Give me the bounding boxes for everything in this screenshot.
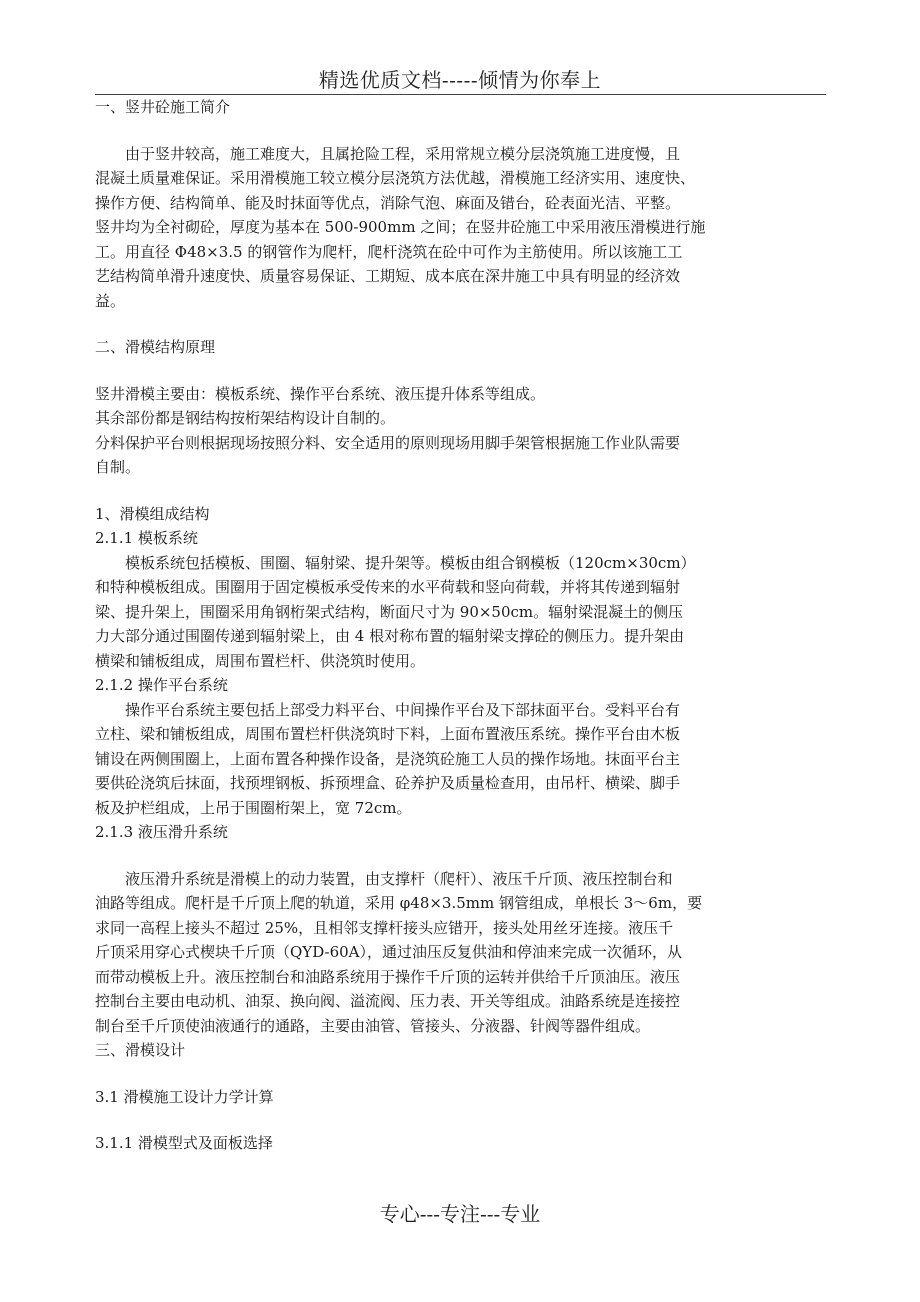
paragraph-line: 控制台主要由电动机、油泵、换向阀、溢流阀、压力表、开关等组成。油路系统是连接控 <box>95 992 681 1010</box>
paragraph-line: 液压滑升系统是滑模上的动力装置，由支撑杆（爬杆）、液压千斤顶、液压控制台和 <box>125 869 673 888</box>
paragraph-line: 模板系统包括模板、围圈、辐射梁、提升架等。模板由组合钢模板（120cm×30cm） <box>125 553 696 572</box>
paragraph-line: 由于竖井较高，施工难度大，且属抢险工程，采用常规立模分层浇筑施工进度慢，且 <box>125 144 681 163</box>
paragraph-line: 自制。 <box>95 458 141 476</box>
paragraph-line: 分料保护平台则根据现场按照分料、安全适用的原则现场用脚手架管根据施工作业队需要 <box>95 433 681 452</box>
subsection-2-1-3-paragraph <box>95 867 835 1039</box>
subsection-3-1-heading: 3.1 滑模施工设计力学计算 <box>95 1087 274 1106</box>
paragraph-line: 梁、提升架上，围圈采用角钢桁架式结构，断面尺寸为 90×50cm。辐射梁混凝土的侧压 <box>95 602 684 621</box>
paragraph-line: 其余部份都是钢结构按桁架结构设计自制的。 <box>95 409 396 427</box>
paragraph-line: 求同一高程上接头不超过 25%，且相邻支撑杆接头应错开，接头处用丝牙连接。液压千 <box>95 918 674 937</box>
paragraph-line: 和特种模板组成。围圈用于固定模板承受传来的水平荷载和竖向荷载，并将其传递到辐射 <box>95 578 681 596</box>
paragraph-line: 混凝土质量难保证。采用滑模施工较立模分层浇筑方法优越，滑模施工经济实用、速度快、 <box>95 169 696 187</box>
subsection-3-1-1-heading: 3.1.1 滑模型式及面板选择 <box>95 1134 273 1152</box>
paragraph-line: 力大部分通过围圈传递到辐射梁上，由 4 根对称布置的辐射梁支撑砼的侧压力。提升架由 <box>95 627 685 645</box>
page-header-title: 精选优质文档-----倾情为你奉上 <box>318 68 602 92</box>
paragraph-line: 横梁和铺板组成，周围布置栏杆、供浇筑时使用。 <box>95 651 426 670</box>
paragraph-line: 艺结构简单滑升速度快、质量容易保证、工期短、成本底在深井施工中具有明显的经济效 <box>95 267 681 285</box>
paragraph-line: 竖井滑模主要由：模板系统、操作平台系统、液压提升体系等组成。 <box>95 384 546 403</box>
paragraph-line: 油路等组成。爬杆是千斤顶上爬的轨道，采用 φ48×3.5mm 钢管组成，单根长 3～6m，要 <box>95 894 703 912</box>
document-body <box>95 95 835 1156</box>
subsection-2-1-2-paragraph <box>95 698 835 821</box>
section-2-1-heading: 1、滑模组成结构 <box>95 504 210 523</box>
paragraph-line: 斤顶采用穿心式楔块千斤顶（QYD-60A），通过油压反复供油和停油来完成一次循环，从 <box>95 943 682 961</box>
paragraph-line: 操作平台系统主要包括上部受力料平台、中间操作平台及下部抹面平台。受料平台有 <box>125 700 681 719</box>
paragraph-line: 益。 <box>95 291 126 310</box>
page-footer: 专心---专注---专业 <box>379 1202 541 1226</box>
paragraph-line: 而带动模板上升。液压控制台和油路系统用于操作千斤顶的运转并供给千斤顶油压。液压 <box>95 967 681 986</box>
paragraph-line: 制台至千斤顶使油液通行的通路，主要由油管、管接头、分液器、针阀等器件组成。 <box>95 1016 651 1035</box>
section-2-heading: 二、滑模结构原理 <box>95 338 216 356</box>
section-1-heading: 一、竖井砼施工简介 <box>95 98 231 116</box>
paragraph-line: 工。用直径 Φ48×3.5 的钢管作为爬杆，爬杆浇筑在砼中可作为主筋使用。所以该施工工 <box>95 242 683 261</box>
section-3-heading: 三、滑模设计 <box>95 1041 186 1059</box>
paragraph-line: 板及护栏组成，上吊于围圈桁架上，宽 72cm。 <box>95 798 412 817</box>
paragraph-line: 竖井均为全衬砌砼，厚度为基本在 500-900mm 之间；在竖井砼施工中采用液压滑模进行施 <box>95 218 706 236</box>
section-1-paragraph <box>95 142 835 314</box>
subsection-2-1-3-heading: 2.1.3 液压滑升系统 <box>95 823 228 841</box>
subsection-2-1-1-paragraph <box>95 551 835 674</box>
paragraph-line: 要供砼浇筑后抹面，找预埋钢板、拆预埋盒、砼养护及质量检查用，由吊杆、横梁、脚手 <box>95 774 681 792</box>
paragraph-line: 操作方便、结构简单、能及时抹面等优点，消除气泡、麻面及错台，砼表面光洁、平整。 <box>95 193 681 212</box>
subsection-2-1-1-heading: 2.1.1 模板系统 <box>95 529 198 547</box>
section-2-paragraph <box>95 382 835 480</box>
subsection-2-1-2-heading: 2.1.2 操作平台系统 <box>95 676 228 694</box>
paragraph-line: 铺设在两侧围圈上，上面布置各种操作设备，是浇筑砼施工人员的操作场地。抹面平台主 <box>95 749 681 768</box>
paragraph-line: 立柱、梁和铺板组成，周围布置栏杆供浇筑时下料，上面布置液压系统。操作平台由木板 <box>95 725 681 743</box>
